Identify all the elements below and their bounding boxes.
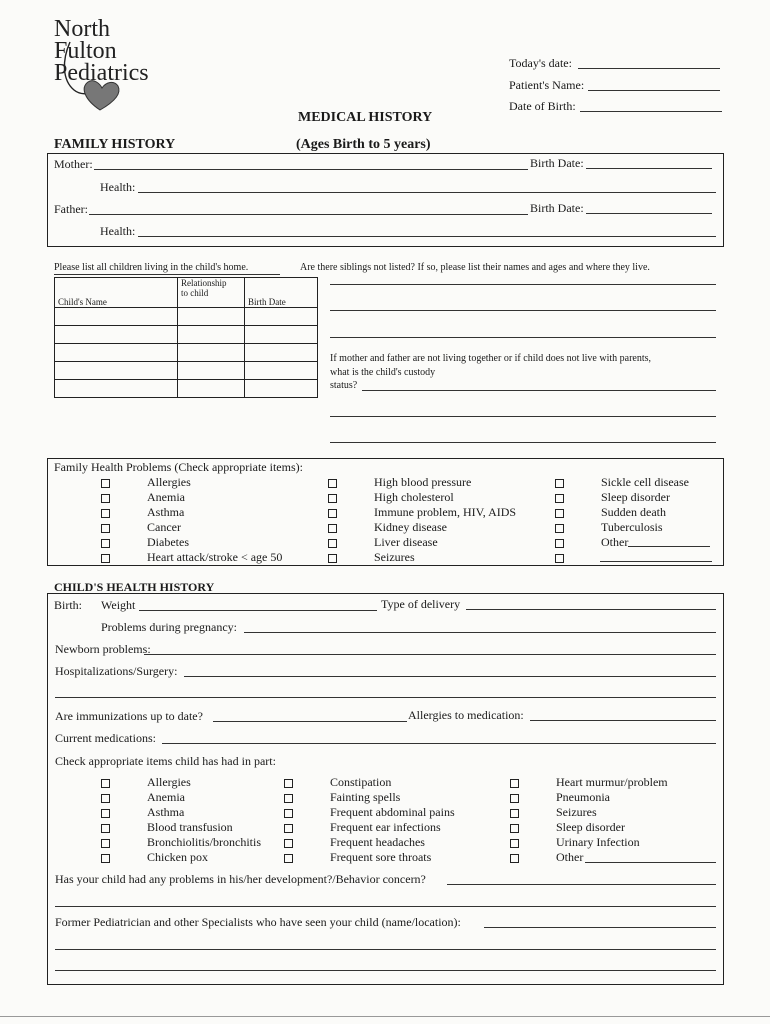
checkbox-label: Asthma	[147, 805, 185, 819]
allergies-med-label: Allergies to medication:	[408, 708, 524, 722]
siblings-field-1[interactable]	[330, 284, 716, 285]
father-birth-date-label: Birth Date:	[530, 201, 584, 215]
checkbox[interactable]	[284, 779, 293, 788]
checkbox-label: Frequent abdominal pains	[330, 805, 455, 819]
table-row[interactable]	[55, 362, 318, 380]
newborn-label: Newborn problems:	[55, 642, 151, 656]
checkbox-label: Frequent headaches	[330, 835, 425, 849]
col-birth-date: Birth Date	[245, 278, 318, 308]
childs-health-heading: CHILD'S HEALTH HISTORY	[54, 580, 215, 594]
checkbox[interactable]	[101, 839, 110, 848]
father-health-label: Health:	[100, 224, 136, 238]
checkbox[interactable]	[555, 494, 564, 503]
checkbox[interactable]	[555, 554, 564, 563]
checkbox[interactable]	[284, 809, 293, 818]
checkbox-label: Tuberculosis	[601, 520, 663, 534]
mother-birth-date-label: Birth Date:	[530, 156, 584, 170]
checkbox-label: High blood pressure	[374, 475, 472, 489]
checkbox[interactable]	[101, 479, 110, 488]
checkbox-label: Pneumonia	[556, 790, 610, 804]
siblings-field-2[interactable]	[330, 310, 716, 311]
logo-line-3: Pediatrics	[54, 60, 149, 86]
checkbox[interactable]	[101, 809, 110, 818]
family-health-prompt: Family Health Problems (Check appropriate items):	[54, 460, 303, 474]
pregnancy-field[interactable]	[244, 632, 716, 633]
checkbox-label: Seizures	[374, 550, 415, 564]
current-meds-label: Current medications:	[55, 731, 156, 745]
weight-label: Weight	[101, 598, 136, 612]
checkbox-label: Sickle cell disease	[601, 475, 689, 489]
checkbox-label: Diabetes	[147, 535, 189, 549]
checkbox-label: Heart murmur/problem	[556, 775, 668, 789]
children-prompt: Please list all children living in the child's home.	[54, 262, 249, 273]
children-table	[54, 277, 318, 398]
checkbox[interactable]	[328, 539, 337, 548]
todays-date-label: Today's date:	[509, 56, 572, 70]
page-edge	[0, 1016, 770, 1017]
checkbox[interactable]	[510, 839, 519, 848]
development-field[interactable]	[447, 884, 716, 885]
custody-field-1[interactable]	[362, 390, 716, 391]
checkbox[interactable]	[101, 494, 110, 503]
checkbox[interactable]	[555, 479, 564, 488]
checkbox-label: Allergies	[147, 775, 191, 789]
checkbox[interactable]	[555, 539, 564, 548]
checkbox[interactable]	[328, 494, 337, 503]
checkbox-label: Anemia	[147, 490, 185, 504]
checkbox-label: Kidney disease	[374, 520, 447, 534]
date-of-birth-label: Date of Birth:	[509, 99, 576, 113]
siblings-prompt: Are there siblings not listed? If so, please list their names and ages and where they live.	[300, 262, 650, 273]
checkbox[interactable]	[101, 854, 110, 863]
hospital-label: Hospitalizations/Surgery:	[55, 664, 178, 678]
checkbox-label: Allergies	[147, 475, 191, 489]
father-birth-date-field[interactable]	[586, 213, 712, 214]
checkbox-label: Immune problem, HIV, AIDS	[374, 505, 517, 519]
immunizations-field[interactable]	[213, 721, 407, 722]
checkbox-label: Blood transfusion	[147, 820, 233, 834]
checkbox[interactable]	[101, 824, 110, 833]
immunizations-label: Are immunizations up to date?	[55, 709, 203, 723]
mother-field[interactable]	[94, 169, 528, 170]
checkbox[interactable]	[328, 509, 337, 518]
col-relationship-line1: Relationship	[181, 278, 227, 288]
weight-field[interactable]	[139, 610, 377, 611]
hospital-field[interactable]	[184, 676, 716, 677]
other-field[interactable]	[585, 862, 716, 863]
birth-label: Birth:	[54, 598, 83, 612]
check-prompt: Check appropriate items child has had in part:	[55, 754, 276, 768]
former-field-2[interactable]	[55, 949, 716, 950]
checkbox-label: Liver disease	[374, 535, 438, 549]
delivery-field[interactable]	[466, 609, 716, 610]
custody-prompt-line2: what is the child's custody	[330, 367, 436, 378]
table-row[interactable]	[55, 308, 318, 326]
checkbox[interactable]	[328, 479, 337, 488]
checkbox[interactable]	[510, 779, 519, 788]
former-field-3[interactable]	[55, 970, 716, 971]
checkbox[interactable]	[101, 524, 110, 533]
col-relationship	[178, 278, 245, 308]
checkbox[interactable]	[328, 524, 337, 533]
checkbox[interactable]	[510, 794, 519, 803]
logo-line-2: Fulton	[54, 38, 117, 64]
mother-birth-date-field[interactable]	[586, 168, 712, 169]
allergies-med-field[interactable]	[530, 720, 716, 721]
checkbox[interactable]	[284, 824, 293, 833]
former-label: Former Pediatrician and other Specialists who have seen your child (name/location):	[55, 915, 461, 929]
col-childs-name: Child's Name	[55, 278, 178, 308]
father-label: Father:	[54, 202, 88, 216]
custody-prompt-line3: status?	[330, 380, 358, 391]
patient-name-label: Patient's Name:	[509, 78, 585, 92]
checkbox-label: Other	[601, 535, 629, 549]
checkbox[interactable]	[328, 554, 337, 563]
other-field[interactable]	[628, 546, 710, 547]
checkbox-label: Frequent ear infections	[330, 820, 441, 834]
checkbox-label: Frequent sore throats	[330, 850, 432, 864]
table-row[interactable]	[55, 380, 318, 398]
pregnancy-label: Problems during pregnancy:	[101, 620, 237, 634]
father-health-field[interactable]	[138, 236, 716, 237]
mother-health-label: Health:	[100, 180, 136, 194]
siblings-field-3[interactable]	[330, 337, 716, 338]
checkbox[interactable]	[284, 854, 293, 863]
checkbox[interactable]	[101, 554, 110, 563]
logo-line-1: North	[54, 16, 110, 42]
checkbox-label: Sleep disorder	[556, 820, 625, 834]
checkbox-label: Sleep disorder	[601, 490, 670, 504]
father-field[interactable]	[89, 214, 528, 215]
mother-label: Mother:	[54, 157, 93, 171]
development-label: Has your child had any problems in his/her development?/Behavior concern?	[55, 872, 426, 886]
checkbox[interactable]	[555, 509, 564, 518]
checkbox[interactable]	[555, 524, 564, 533]
checkbox[interactable]	[510, 809, 519, 818]
checkbox-label: Heart attack/stroke < age 50	[147, 550, 283, 564]
checkbox-label: Cancer	[147, 520, 181, 534]
checkbox-label: Bronchiolitis/bronchitis	[147, 835, 261, 849]
date-of-birth-field[interactable]	[580, 111, 722, 112]
checkbox[interactable]	[510, 854, 519, 863]
current-meds-field[interactable]	[162, 743, 716, 744]
checkbox[interactable]	[101, 539, 110, 548]
mother-health-field[interactable]	[138, 192, 716, 193]
other-field-2[interactable]	[600, 561, 712, 562]
checkbox[interactable]	[284, 794, 293, 803]
checkbox-label: Asthma	[147, 505, 185, 519]
checkbox-label: Fainting spells	[330, 790, 401, 804]
newborn-field[interactable]	[144, 654, 716, 655]
col-relationship-line2: to child	[181, 288, 209, 298]
family-history-heading: FAMILY HISTORY	[54, 137, 176, 152]
checkbox-label: Seizures	[556, 805, 597, 819]
todays-date-field[interactable]	[578, 68, 720, 69]
custody-field-3[interactable]	[330, 442, 716, 443]
hospital-field-2[interactable]	[55, 697, 716, 698]
patient-name-field[interactable]	[588, 90, 720, 91]
page-title: MEDICAL HISTORY	[298, 110, 433, 125]
checkbox-label: Urinary Infection	[556, 835, 640, 849]
checkbox[interactable]	[101, 794, 110, 803]
checkbox-label: Anemia	[147, 790, 185, 804]
children-prompt-underline	[54, 274, 280, 275]
table-row[interactable]	[55, 326, 318, 344]
checkbox-label: Constipation	[330, 775, 392, 789]
checkbox[interactable]	[284, 839, 293, 848]
checkbox[interactable]	[101, 779, 110, 788]
development-field-2[interactable]	[55, 906, 716, 907]
checkbox[interactable]	[510, 824, 519, 833]
custody-prompt-line1: If mother and father are not living together or if child does not live with parents,	[330, 353, 652, 364]
checkbox[interactable]	[101, 509, 110, 518]
former-field[interactable]	[484, 927, 716, 928]
checkbox-label: High cholesterol	[374, 490, 454, 504]
custody-field-2[interactable]	[330, 416, 716, 417]
checkbox-label: Sudden death	[601, 505, 666, 519]
checkbox-label: Other	[556, 850, 584, 864]
page-subtitle: (Ages Birth to 5 years)	[296, 137, 431, 152]
delivery-label: Type of delivery	[381, 597, 461, 611]
heart-stethoscope-icon	[60, 40, 130, 120]
table-row[interactable]	[55, 344, 318, 362]
checkbox-label: Chicken pox	[147, 850, 208, 864]
